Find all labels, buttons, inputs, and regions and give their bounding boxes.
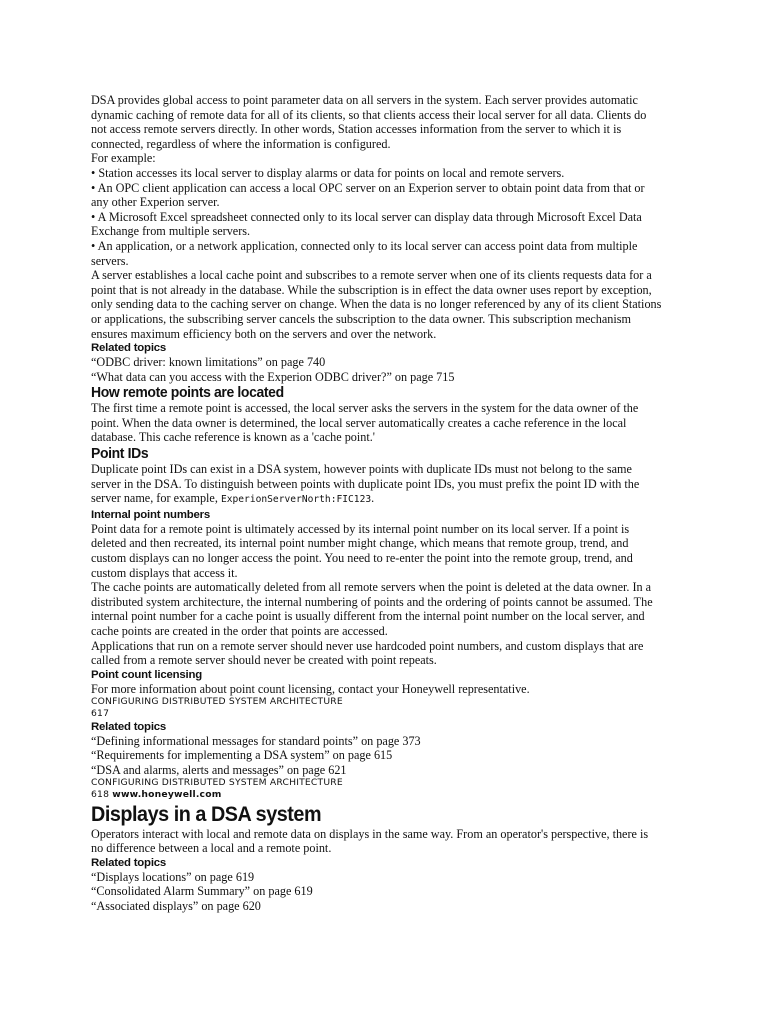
page-footer-number-site — [91, 789, 663, 801]
remote-points-heading: How remote points are located — [91, 384, 284, 402]
related-topic-link[interactable]: “Defining informational messages for standard points” on page 373 — [91, 733, 421, 748]
related-topic-link[interactable]: “DSA and alarms, alerts and messages” on page 621 — [91, 762, 347, 777]
internal-numbers-paragraph: Point data for a remote point is ultimately accessed by its internal point number on its local server. If a point is deleted and then recreated, its internal point number might change, which means that remote group, trend, and custom displays can no longer access the point. You need to re-enter the point into the remote group, trend, and custom displays that access it. — [91, 521, 633, 580]
page-footer-number: 617 — [91, 707, 110, 719]
page-footer-title: CONFIGURING DISTRIBUTED SYSTEM ARCHITECTURE — [91, 696, 343, 708]
page-footer-title: CONFIGURING DISTRIBUTED SYSTEM ARCHITECTURE — [91, 777, 343, 789]
related-topic-link[interactable]: “Displays locations” on page 619 — [91, 869, 255, 884]
bullet-item: • An OPC client application can access a local OPC server on an Experion server to obtain point data from that or any other Experion server. — [91, 180, 645, 210]
related-topics-heading: Related topics — [91, 720, 167, 733]
example-point-id: ExperionServerNorth:FIC123 — [220, 494, 372, 506]
related-topic-link[interactable]: “ODBC driver: known limitations” on page 740 — [91, 355, 326, 370]
bullet-item: • A Microsoft Excel spreadsheet connected only to its local server can display data through Microsoft Excel Data Exchange from multiple servers. — [91, 209, 642, 239]
internal-point-numbers-heading: Internal point numbers — [91, 508, 211, 521]
related-topic-link[interactable]: “Consolidated Alarm Summary” on page 619 — [91, 884, 313, 899]
page-number: 618 — [91, 788, 110, 800]
website-link[interactable]: www.honeywell.com — [112, 788, 222, 800]
displays-paragraph: Operators interact with local and remote data on displays in the same way. From an operator's perspective, there is no difference between a local and a remote point. — [91, 826, 649, 856]
document-page — [91, 93, 663, 914]
applications-paragraph: Applications that run on a remote server should never use hardcoded point numbers, and custom displays that are called from a remote server should never be created with point repeats. — [91, 638, 644, 668]
intro-paragraph: DSA provides global access to point parameter data on all servers in the system. Each server provides automatic dynamic caching of remote data for all of its clients, so that clients access their local server for all data. Clients do not access remote servers directly. In other words, Station accesses information from the server to which it is connected, regardless of where the information is configured. — [91, 93, 647, 151]
point-ids-text: Duplicate point IDs can exist in a DSA system, however points with duplicate IDs must not belong to the same server in the DSA. To distinguish between points with duplicate point IDs, you must prefix the point ID with the server name, for example, — [91, 462, 640, 506]
related-topics-heading: Related topics — [91, 342, 167, 355]
point-ids-heading: Point IDs — [91, 445, 149, 463]
point-count-licensing-heading: Point count licensing — [91, 668, 202, 681]
period: . — [371, 491, 375, 506]
cache-subscription-paragraph: A server establishes a local cache point and subscribes to a remote server when one of its clients requests data for a point that is not already in the database. While the subscription is in effect the data owner uses report by exception, only sending data to the caching server on change. When the data is no longer referenced by any of its client Stations or applications, the subscribing server cancels the subscription to the data owner. This subscription mechanism ensures maximum efficiency both on the servers and over the network. — [91, 268, 662, 341]
related-topic-link[interactable]: “Requirements for implementing a DSA system” on page 615 — [91, 748, 393, 763]
for-example-label: For example: — [91, 151, 156, 166]
related-topics-heading: Related topics — [91, 856, 167, 869]
licensing-paragraph: For more information about point count licensing, contact your Honeywell representative. — [91, 681, 530, 696]
bullet-item: • An application, or a network application, connected only to its local server can access point data from multiple servers. — [91, 238, 638, 268]
point-ids-paragraph — [91, 462, 663, 508]
bullet-item: • Station accesses its local server to display alarms or data for points on local and remote servers. — [91, 165, 565, 180]
cache-points-paragraph: The cache points are automatically deleted from all remote servers when the point is deleted at the data owner. In a distributed system architecture, the internal numbering of points and the ordering of points cannot be assumed. The internal point number for a cache point is usually different from the internal point number on the local server, and cache points are created in the order that points are accessed. — [91, 580, 653, 638]
displays-heading: Displays in a DSA system — [91, 801, 322, 826]
related-topic-link[interactable]: “Associated displays” on page 620 — [91, 898, 261, 913]
related-topic-link[interactable]: “What data can you access with the Experion ODBC driver?” on page 715 — [91, 369, 455, 384]
remote-points-paragraph: The first time a remote point is accessed, the local server asks the servers in the system for the data owner of the point. When the data owner is determined, the local server automatically creates a cache reference in the local database. This cache reference is known as a 'cache point.' — [91, 401, 639, 445]
